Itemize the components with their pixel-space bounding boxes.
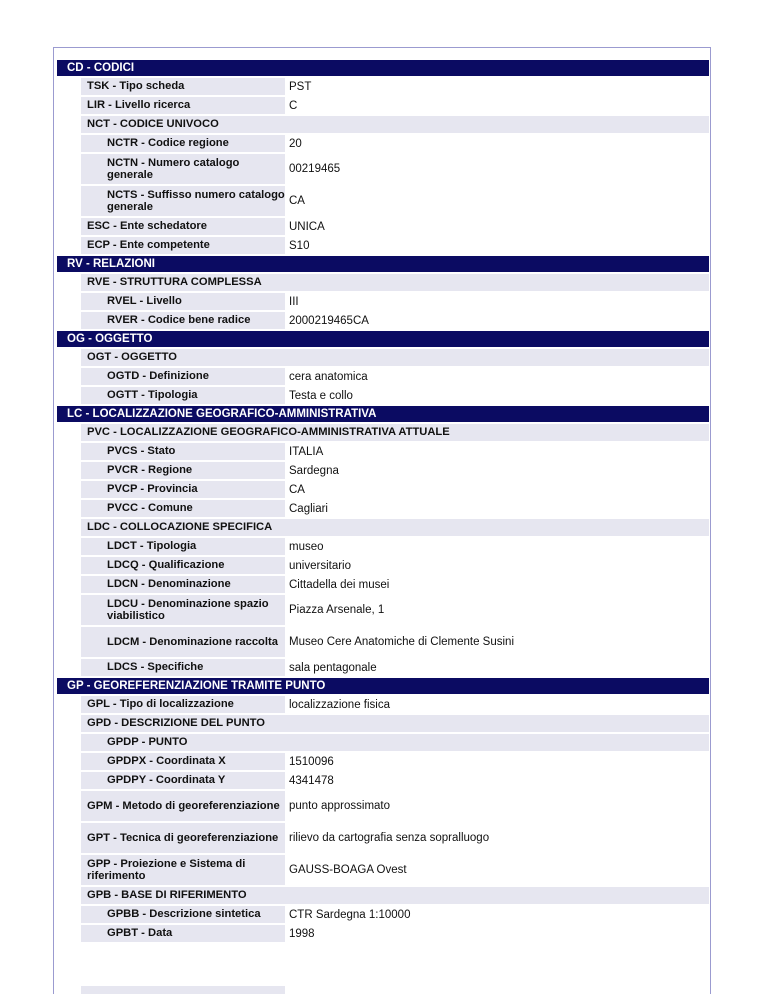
field-row xyxy=(57,154,709,184)
section-header: CD - CODICI xyxy=(57,60,709,76)
field-row xyxy=(57,78,709,95)
record-table xyxy=(57,60,709,944)
field-label: LDCU - Denominazione spazio viabilistico xyxy=(81,595,285,625)
field-row xyxy=(57,500,709,517)
field-label: LDCT - Tipologia xyxy=(81,538,285,555)
field-value: GAUSS-BOAGA Ovest xyxy=(289,855,709,885)
field-row xyxy=(57,237,709,254)
cut-off-row-label xyxy=(81,986,285,994)
field-row xyxy=(57,557,709,574)
field-value: CA xyxy=(289,481,709,498)
field-row xyxy=(57,791,709,821)
field-value: Sardegna xyxy=(289,462,709,479)
field-label: OGTT - Tipologia xyxy=(81,387,285,404)
field-label: LDCQ - Qualificazione xyxy=(81,557,285,574)
group-header-row xyxy=(81,887,709,904)
field-value: 1998 xyxy=(289,925,709,942)
field-row xyxy=(57,906,709,923)
field-label: RVEL - Livello xyxy=(81,293,285,310)
field-label: NCTS - Suffisso numero catalogo generale xyxy=(81,186,285,216)
group-label: GPB - BASE DI RIFERIMENTO xyxy=(81,887,709,904)
field-value: museo xyxy=(289,538,709,555)
field-label: GPM - Metodo di georeferenziazione xyxy=(81,791,285,821)
field-row xyxy=(57,218,709,235)
field-value: ITALIA xyxy=(289,443,709,460)
field-value: 20 xyxy=(289,135,709,152)
field-row xyxy=(57,538,709,555)
field-row xyxy=(57,595,709,625)
field-value: 2000219465CA xyxy=(289,312,709,329)
field-label: GPDPY - Coordinata Y xyxy=(81,772,285,789)
section-header: OG - OGGETTO xyxy=(57,331,709,347)
field-label: LDCS - Specifiche xyxy=(81,659,285,676)
section-header: GP - GEOREFERENZIAZIONE TRAMITE PUNTO xyxy=(57,678,709,694)
field-value: 1510096 xyxy=(289,753,709,770)
field-label: RVER - Codice bene radice xyxy=(81,312,285,329)
field-label: LDCN - Denominazione xyxy=(81,576,285,593)
field-value: rilievo da cartografia senza sopralluogo xyxy=(289,823,709,853)
field-value: localizzazione fisica xyxy=(289,696,709,713)
field-value: cera anatomica xyxy=(289,368,709,385)
group-header-row xyxy=(81,274,709,291)
field-label: GPT - Tecnica di georeferenziazione xyxy=(81,823,285,853)
field-value: C xyxy=(289,97,709,114)
field-label: NCTR - Codice regione xyxy=(81,135,285,152)
field-value: sala pentagonale xyxy=(289,659,709,676)
group-header-row xyxy=(81,349,709,366)
group-header-row xyxy=(81,116,709,133)
field-value: CA xyxy=(289,186,709,216)
field-row xyxy=(57,135,709,152)
field-row xyxy=(57,772,709,789)
field-label: GPDPX - Coordinata X xyxy=(81,753,285,770)
field-value: S10 xyxy=(289,237,709,254)
group-label: PVC - LOCALIZZAZIONE GEOGRAFICO-AMMINISTRATIVA ATTUALE xyxy=(81,424,709,441)
group-header-row xyxy=(81,734,709,751)
field-label: OGTD - Definizione xyxy=(81,368,285,385)
field-value: Cittadella dei musei xyxy=(289,576,709,593)
field-value: CTR Sardegna 1:10000 xyxy=(289,906,709,923)
field-row xyxy=(57,753,709,770)
field-value: Piazza Arsenale, 1 xyxy=(289,595,709,625)
field-label: PVCC - Comune xyxy=(81,500,285,517)
group-label: OGT - OGGETTO xyxy=(81,349,709,366)
group-label: GPD - DESCRIZIONE DEL PUNTO xyxy=(81,715,709,732)
field-row xyxy=(57,443,709,460)
field-label: ESC - Ente schedatore xyxy=(81,218,285,235)
cut-off-row xyxy=(57,986,709,994)
section-header: LC - LOCALIZZAZIONE GEOGRAFICO-AMMINISTRATIVA xyxy=(57,406,709,422)
field-row xyxy=(57,368,709,385)
group-header-row xyxy=(81,424,709,441)
field-label: NCTN - Numero catalogo generale xyxy=(81,154,285,184)
field-row xyxy=(57,387,709,404)
field-value: Cagliari xyxy=(289,500,709,517)
field-row xyxy=(57,823,709,853)
field-label: PVCR - Regione xyxy=(81,462,285,479)
field-row xyxy=(57,312,709,329)
field-value: UNICA xyxy=(289,218,709,235)
section-header: RV - RELAZIONI xyxy=(57,256,709,272)
field-row xyxy=(57,576,709,593)
field-label: GPL - Tipo di localizzazione xyxy=(81,696,285,713)
field-label: GPP - Proiezione e Sistema di riferimento xyxy=(81,855,285,885)
group-label: GPDP - PUNTO xyxy=(81,734,709,751)
field-row xyxy=(57,481,709,498)
field-value: PST xyxy=(289,78,709,95)
field-row xyxy=(57,855,709,885)
field-label: PVCS - Stato xyxy=(81,443,285,460)
field-row xyxy=(57,293,709,310)
field-row xyxy=(57,627,709,657)
field-label: PVCP - Provincia xyxy=(81,481,285,498)
field-row xyxy=(57,462,709,479)
group-header-row xyxy=(81,519,709,536)
field-value: Museo Cere Anatomiche di Clemente Susini xyxy=(289,627,709,657)
group-label: RVE - STRUTTURA COMPLESSA xyxy=(81,274,709,291)
field-row xyxy=(57,97,709,114)
field-row xyxy=(57,696,709,713)
field-value: III xyxy=(289,293,709,310)
field-label: LIR - Livello ricerca xyxy=(81,97,285,114)
field-value: Testa e collo xyxy=(289,387,709,404)
field-row xyxy=(57,186,709,216)
field-row xyxy=(57,925,709,942)
record-frame xyxy=(53,47,711,994)
group-header-row xyxy=(81,715,709,732)
field-value: 00219465 xyxy=(289,154,709,184)
field-value: 4341478 xyxy=(289,772,709,789)
field-value: punto approssimato xyxy=(289,791,709,821)
group-label: LDC - COLLOCAZIONE SPECIFICA xyxy=(81,519,709,536)
field-label: GPBB - Descrizione sintetica xyxy=(81,906,285,923)
field-label: LDCM - Denominazione raccolta xyxy=(81,627,285,657)
field-row xyxy=(57,659,709,676)
group-label: NCT - CODICE UNIVOCO xyxy=(81,116,709,133)
field-label: TSK - Tipo scheda xyxy=(81,78,285,95)
field-label: GPBT - Data xyxy=(81,925,285,942)
field-value: universitario xyxy=(289,557,709,574)
field-label: ECP - Ente competente xyxy=(81,237,285,254)
